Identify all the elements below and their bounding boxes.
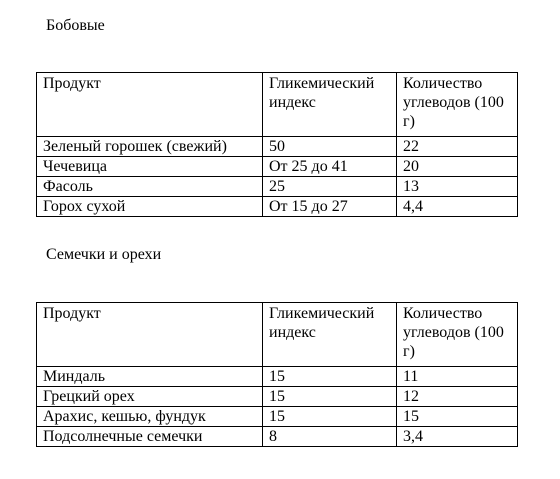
cell-product: Чечевица [37, 157, 263, 177]
header-product: Продукт [37, 303, 263, 367]
cell-glycemic-index: От 15 до 27 [263, 197, 397, 217]
cell-carbohydrates: 11 [397, 367, 518, 387]
cell-product: Миндаль [37, 367, 263, 387]
cell-glycemic-index: 15 [263, 387, 397, 407]
cell-carbohydrates: 12 [397, 387, 518, 407]
cell-carbohydrates: 15 [397, 407, 518, 427]
section-title-legumes: Бобовые [46, 17, 105, 34]
table-header-row [37, 73, 518, 137]
header-glycemic-index: Гликемический индекс [263, 303, 397, 367]
cell-glycemic-index: 50 [263, 137, 397, 157]
table-row [37, 427, 518, 447]
seeds-nuts-table [36, 302, 518, 447]
cell-glycemic-index: 8 [263, 427, 397, 447]
table-row [37, 407, 518, 427]
table-row [37, 197, 518, 217]
cell-carbohydrates: 4,4 [397, 197, 518, 217]
header-product: Продукт [37, 73, 263, 137]
header-carbohydrates: Количество углеводов (100 г) [397, 303, 518, 367]
table-row [37, 177, 518, 197]
cell-carbohydrates: 13 [397, 177, 518, 197]
cell-glycemic-index: 15 [263, 367, 397, 387]
cell-product: Арахис, кешью, фундук [37, 407, 263, 427]
legumes-table [36, 72, 518, 217]
table-row [37, 367, 518, 387]
cell-glycemic-index: 25 [263, 177, 397, 197]
cell-product: Фасоль [37, 177, 263, 197]
cell-carbohydrates: 22 [397, 137, 518, 157]
section-title-seeds-nuts: Семечки и орехи [46, 246, 162, 263]
cell-product: Зеленый горошек (свежий) [37, 137, 263, 157]
table-row [37, 157, 518, 177]
cell-product: Горох сухой [37, 197, 263, 217]
header-glycemic-index: Гликемический индекс [263, 73, 397, 137]
header-carbohydrates: Количество углеводов (100 г) [397, 73, 518, 137]
table-row [37, 137, 518, 157]
cell-glycemic-index: 15 [263, 407, 397, 427]
cell-carbohydrates: 20 [397, 157, 518, 177]
cell-product: Грецкий орех [37, 387, 263, 407]
table-header-row [37, 303, 518, 367]
cell-glycemic-index: От 25 до 41 [263, 157, 397, 177]
table-row [37, 387, 518, 407]
cell-product: Подсолнечные семечки [37, 427, 263, 447]
cell-carbohydrates: 3,4 [397, 427, 518, 447]
